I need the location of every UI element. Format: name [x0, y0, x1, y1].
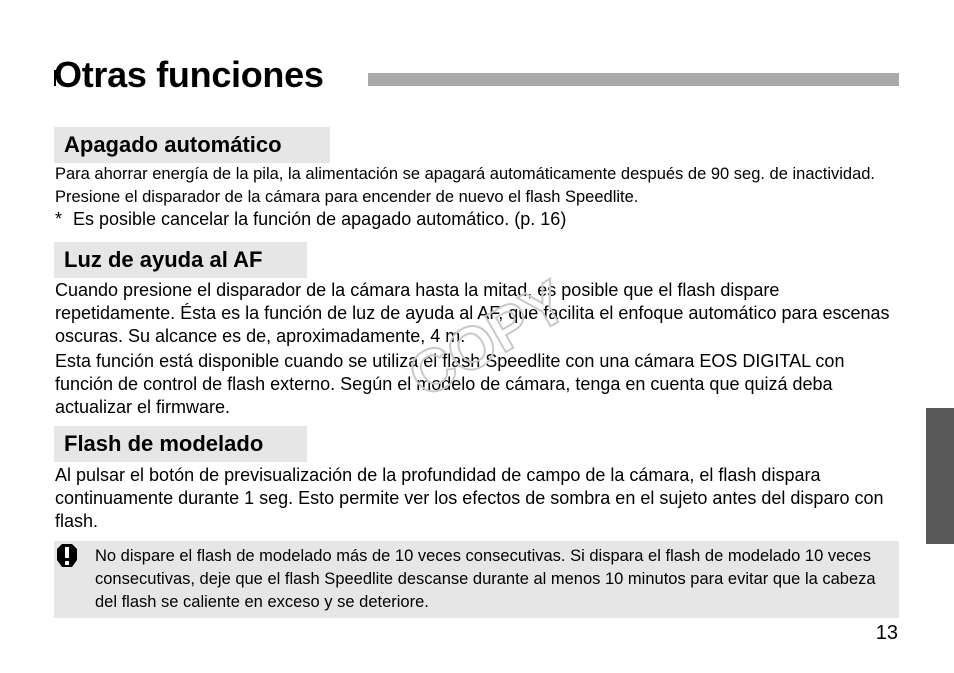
section-paragraph: Esta función está disponible cuando se utiliza el flash Speedlite con una cámara EOS DIGITAL con función de control de flash externo. Según el modelo de cámara, tenga en cuenta que quizá deba actualizar el firmware.: [55, 351, 845, 417]
svg-text:COPY: COPY: [397, 267, 579, 411]
chapter-side-tab: [926, 408, 954, 544]
note-marker: *: [55, 209, 63, 229]
caution-exclamation-icon: [56, 543, 78, 568]
page-title: Otras funciones: [54, 54, 324, 95]
section-heading-luz-af: Luz de ayuda al AF: [54, 242, 307, 278]
section-heading-flash-modelado: Flash de modelado: [54, 426, 307, 462]
section-paragraph: Para ahorrar energía de la pila, la alimentación se apagará automáticamente después de 90 seg. de inactividad. Presione el disparador de la cámara para encender de nuevo el flash Speedlite.: [55, 165, 876, 206]
title-rule: [368, 73, 899, 86]
section-note: [55, 208, 900, 231]
caution-text: No dispare el flash de modelado más de 10 veces consecutivas. Si dispara el flash de modelado 10 veces consecutivas, deje que el flash Speedlite descanse durante al menos 10 minutos para evitar que la cabeza del flash se caliente en exceso y se deteriore.: [95, 547, 876, 611]
page-number: 13: [875, 622, 898, 644]
section-heading-apagado: Apagado automático: [54, 127, 330, 163]
section-paragraph: Cuando presione el disparador de la cámara hasta la mitad, es posible que el flash dispare repetidamente. Ésta es la función de luz de ayuda al AF, que facilita el enfoque automático para escenas oscuras. Su alcance es de, aproximadamente, 4 m.: [55, 280, 890, 346]
section-paragraph: Al pulsar el botón de previsualización de la profundidad de campo de la cámara, el flash dispara continuamente durante 1 seg. Esto permite ver los efectos de sombra en el sujeto antes del disparo con flash.: [55, 465, 884, 531]
note-text: Es posible cancelar la función de apagado automático. (p. 16): [73, 209, 567, 229]
